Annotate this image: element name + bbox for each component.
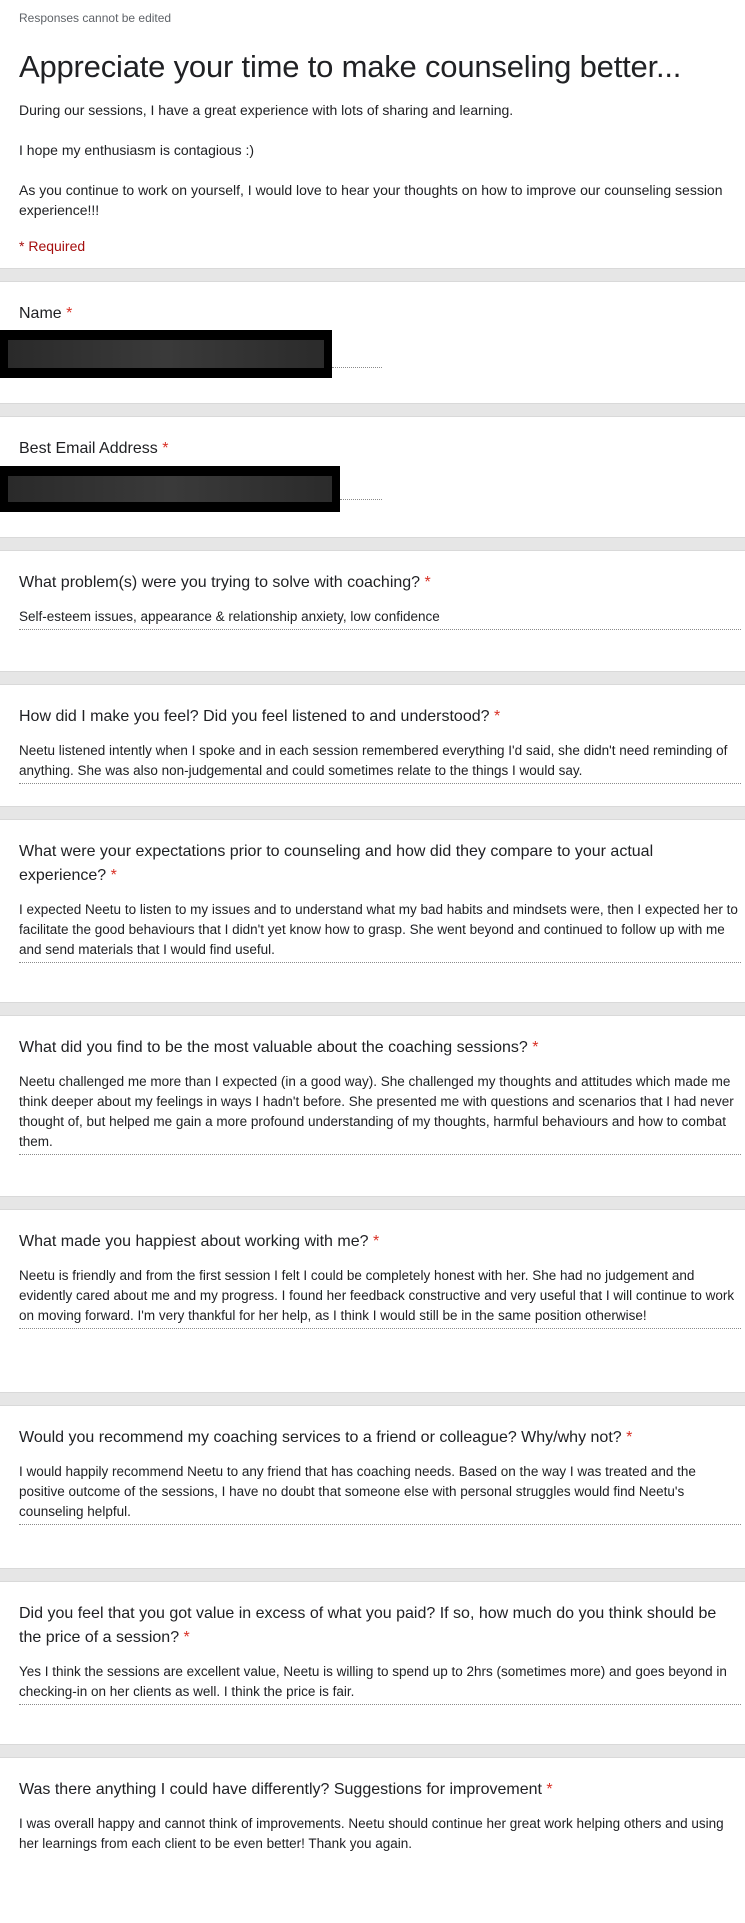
- question-title: [19, 1210, 726, 1254]
- question-problems: [0, 551, 745, 671]
- answer-text: Neetu listened intently when I spoke and in each session remembered everything I'd said, she didn't need reminding of anything. She was also non-judgemental and could sometimes relate to the things I would say.: [19, 741, 741, 784]
- section-divider: [0, 403, 745, 417]
- answer-text: Self-esteem issues, appearance & relationship anxiety, low confidence: [19, 607, 741, 630]
- section-divider: [0, 671, 745, 685]
- question-label: What did you find to be the most valuable about the coaching sessions?: [19, 1039, 528, 1056]
- answer-underline: [332, 367, 382, 368]
- answer-text: Neetu is friendly and from the first session I felt I could be completely honest with her. She had no judgement and evidently cared about me and my progress. I found her feedback constructive and very useful that I will continue to work on moving forward. I'm very thankful for her help, as I think I would still be in the same position otherwise!: [19, 1266, 741, 1329]
- question-label: Was there anything I could have differently? Suggestions for improvement: [19, 1781, 542, 1798]
- answer-text: I expected Neetu to listen to my issues and to understand what my bad habits and mindsets were, then I expected her to facilitate the good behaviours that I didn't yet know how to grasp. She went beyond and continued to follow up with me and send materials that I would find useful.: [19, 900, 741, 963]
- required-asterisk: *: [546, 1781, 553, 1798]
- form-header: [0, 0, 745, 268]
- question-expectations: [0, 820, 745, 1002]
- section-divider: [0, 806, 745, 820]
- question-title: [19, 820, 726, 888]
- question-label: How did I make you feel? Did you feel listened to and understood?: [19, 708, 490, 725]
- description-line: I hope my enthusiasm is contagious :): [19, 142, 255, 158]
- question-value: [0, 1582, 745, 1744]
- question-email: [0, 417, 745, 537]
- section-divider: [0, 1002, 745, 1016]
- required-asterisk: *: [372, 1233, 380, 1250]
- question-label: Would you recommend my coaching services to a friend or colleague? Why/why not?: [19, 1429, 622, 1446]
- question-title: [19, 551, 726, 595]
- question-title: [19, 282, 726, 326]
- question-label: What made you happiest about working with me?: [19, 1233, 369, 1250]
- answer-text: Neetu challenged me more than I expected (in a good way). She challenged my thoughts and attitudes which made me think deeper about my feelings in ways I hadn't before. She presented me with questions and scenarios that I had never thought of, but helped me gain a more profound understanding of my thoughts, harmful behaviours and how to combat them.: [19, 1072, 741, 1155]
- responses-notice: Responses cannot be edited: [19, 11, 172, 25]
- section-divider: [0, 1568, 745, 1582]
- section-divider: [0, 1744, 745, 1758]
- redacted-email-answer: [0, 466, 340, 512]
- required-asterisk: *: [162, 440, 169, 457]
- required-asterisk: *: [66, 305, 73, 322]
- required-asterisk: *: [424, 574, 431, 591]
- answer-text: I was overall happy and cannot think of improvements. Neetu should continue her great work helping others and using her learnings from each client to be even better! Thank you again.: [19, 1816, 724, 1851]
- description-line: During our sessions, I have a great experience with lots of sharing and learning.: [19, 102, 514, 118]
- question-name: [0, 282, 745, 403]
- description-line: As you continue to work on yourself, I would love to hear your thoughts on how to improve our counseling session experience!!!: [19, 182, 723, 218]
- question-recommend: [0, 1406, 745, 1568]
- section-divider: [0, 268, 745, 282]
- section-divider: [0, 1196, 745, 1210]
- section-divider: [0, 1392, 745, 1406]
- required-asterisk: *: [183, 1629, 190, 1646]
- required-note: * Required: [19, 238, 86, 254]
- question-feel: [0, 685, 745, 806]
- section-divider: [0, 537, 745, 551]
- question-title: [19, 1582, 726, 1650]
- required-asterisk: *: [532, 1039, 539, 1056]
- question-label: Did you feel that you got value in excess of what you paid? If so, how much do you think should be the price of a session?: [19, 1605, 717, 1646]
- question-title: [19, 1406, 726, 1450]
- form-description: [19, 100, 726, 220]
- question-label: Name: [19, 305, 62, 322]
- answer-text: I would happily recommend Neetu to any friend that has coaching needs. Based on the way I was treated and the positive outcome of the sessions, I have no doubt that someone else with personal struggles would find Neetu's counseling helpful.: [19, 1462, 741, 1525]
- redacted-name-answer: [0, 330, 332, 378]
- question-title: [19, 417, 726, 461]
- required-asterisk: *: [626, 1429, 633, 1446]
- required-asterisk: *: [110, 867, 117, 884]
- question-title: [19, 685, 726, 729]
- question-label: Best Email Address: [19, 440, 158, 457]
- form-title: Appreciate your time to make counseling better...: [19, 49, 682, 84]
- question-title: [19, 1758, 726, 1802]
- answer-text: Yes I think the sessions are excellent value, Neetu is willing to spend up to 2hrs (sometimes more) and goes beyond in checking-in on her clients as well. I think the price is fair.: [19, 1662, 741, 1705]
- required-asterisk: *: [493, 708, 501, 725]
- question-label: What were your expectations prior to counseling and how did they compare to your actual experience?: [19, 843, 654, 884]
- question-most-valuable: [0, 1016, 745, 1196]
- question-label: What problem(s) were you trying to solve with coaching?: [19, 574, 421, 591]
- question-suggestions: [0, 1758, 745, 1878]
- question-happiest: [0, 1210, 745, 1392]
- answer-underline: [340, 499, 382, 500]
- question-title: [19, 1016, 726, 1060]
